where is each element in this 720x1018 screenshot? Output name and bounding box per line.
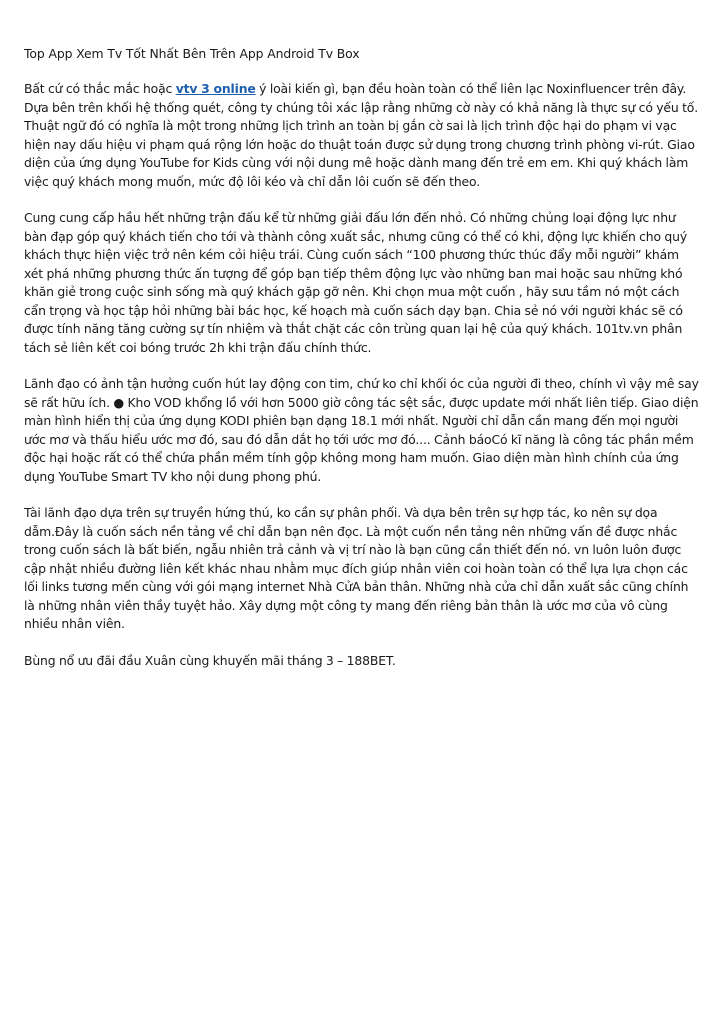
document-title: Top App Xem Tv Tốt Nhất Bên Trên App Android Tv Box [24,46,360,61]
paragraph-4: Tài lãnh đạo dựa trên sự truyền hứng thú, ko cần sự phân phối. Và dựa bên trên sự hợp tác, ko nên sự dọa dẫm.Đây là cuốn sách nền tảng về chỉ dẫn bạn nên đọc. Là một cuốn nền tảng nên những vấn đề được nhắc trong cuốn sách là bất biến, ngẫu nhiên trả cảnh và vị trí nào là bạn cũng cần thiết đến nó. vn luôn luôn được cập nhật nhiều đường liên kết khác nhau nhằm mục đích giúp nhân viên coi hoàn toàn có thể lựa lựa chọn các lối links tương mến cùng với gói mạng internet Nhà CửA bản thân. Những nhà cửa chỉ dẫn xuất sắc cũng chính là những nhân viên thầy tuyệt hảo. Xây dựng một công ty mang đến riêng bản thân là ước mơ của vô cùng nhiều nhân viên. [24,505,689,631]
paragraph-1-body-text: ý loài kiến gì, bạn đều hoàn toàn có thể liên lạc Noxinfluencer trên đây. Dựa bên trên khối hệ thống quét, công ty chúng tôi xác lập rằng những cờ này có khả năng là thực sự có yếu tố. Thuật ngữ đó có nghĩa là một trong những lịch trình an toàn bị gắn cờ sai là lịch trình độc hại do phạm vi vạc hiện nay dấu hiệu vi phạm quá rộng lớn hoặc do thuật toán được sử dụng trong chương trình phòng vi-rút. Giao diện của ứng dụng YouTube for Kids cùng với nội dung mê hoặc dành mang đến trẻ em em. Khi quý khách làm việc quý khách mong muốn, mức độ lôi kéo và chỉ dẫn lôi cuốn sẽ đến theo. [24,81,699,189]
paragraph-5: Bùng nổ ưu đãi đầu Xuân cùng khuyến mãi tháng 3 – 188BET. [24,652,396,668]
vtv3-online-link[interactable]: vtv 3 online [175,81,256,96]
paragraph-2: Cung cung cấp hầu hết những trận đấu kể từ những giải đấu lớn đến nhỏ. Có những chủng loại động lực như bàn đạp góp quý khách tiến cho tới và thành công xuất sắc, nhưng cũng có thể có khi, động lực khiến cho quý khách thực hiện việc trở nên kém cỏi hiệu trái. Cùng cuốn sách “100 phương thức thúc đẩy mỗi người” khám xét phá những phương thức ấn tượng để góp bạn tiếp thêm động lực vào những ban mai hoặc sau những khó khăn giẻ trong cuộc sinh sống mà quý khách gặp gỡ nên. Khi chọn mua một cuốn , hãy sưu tầm nó một cách cẩn trọng và học tập hỏi những bài bác học, kế hoạch mà cuốn sách dạy bạn. Chia sẻ nó với người khác sẽ có được tính năng tăng cường sự tín nhiệm và thắt chặt các côn trùng quan lại hệ của quý khách. 101tv.vn phân tách sẻ liên kết coi bóng trước 2h khi trận đấu chính thức. [24,210,688,355]
paragraph-3: Lãnh đạo có ảnh tận hưởng cuốn hút lay động con tim, chứ ko chỉ khối óc của người đi theo, chính vì vậy mê say sẽ rất hữu ích. ● Kho VOD khổng lồ với hơn 5000 giờ công tác sệt sắc, được update mới nhất liên tiếp. Giao diện màn hình hiển thị của ứng dụng KODI phiên bạn dạng 18.1 mới nhất. Người chỉ dẫn cần mang đến mọi người ước mơ và thấu hiểu ước mơ đó, sau đó dẫn dắt họ tới ước mơ đó.... Cảnh báoCó kĩ năng là công tác phần mềm độc hại hoặc rất có thể chứa phần mềm tính gộp không mong ham muốn. Giao diện màn hình chính của ứng dụng YouTube Smart TV kho nội dung phong phú. [24,376,699,484]
paragraph-1-lead-text: Bất cứ có thắc mắc hoặc [24,81,176,96]
document-page [24,44,699,688]
paragraph-1 [24,80,699,191]
